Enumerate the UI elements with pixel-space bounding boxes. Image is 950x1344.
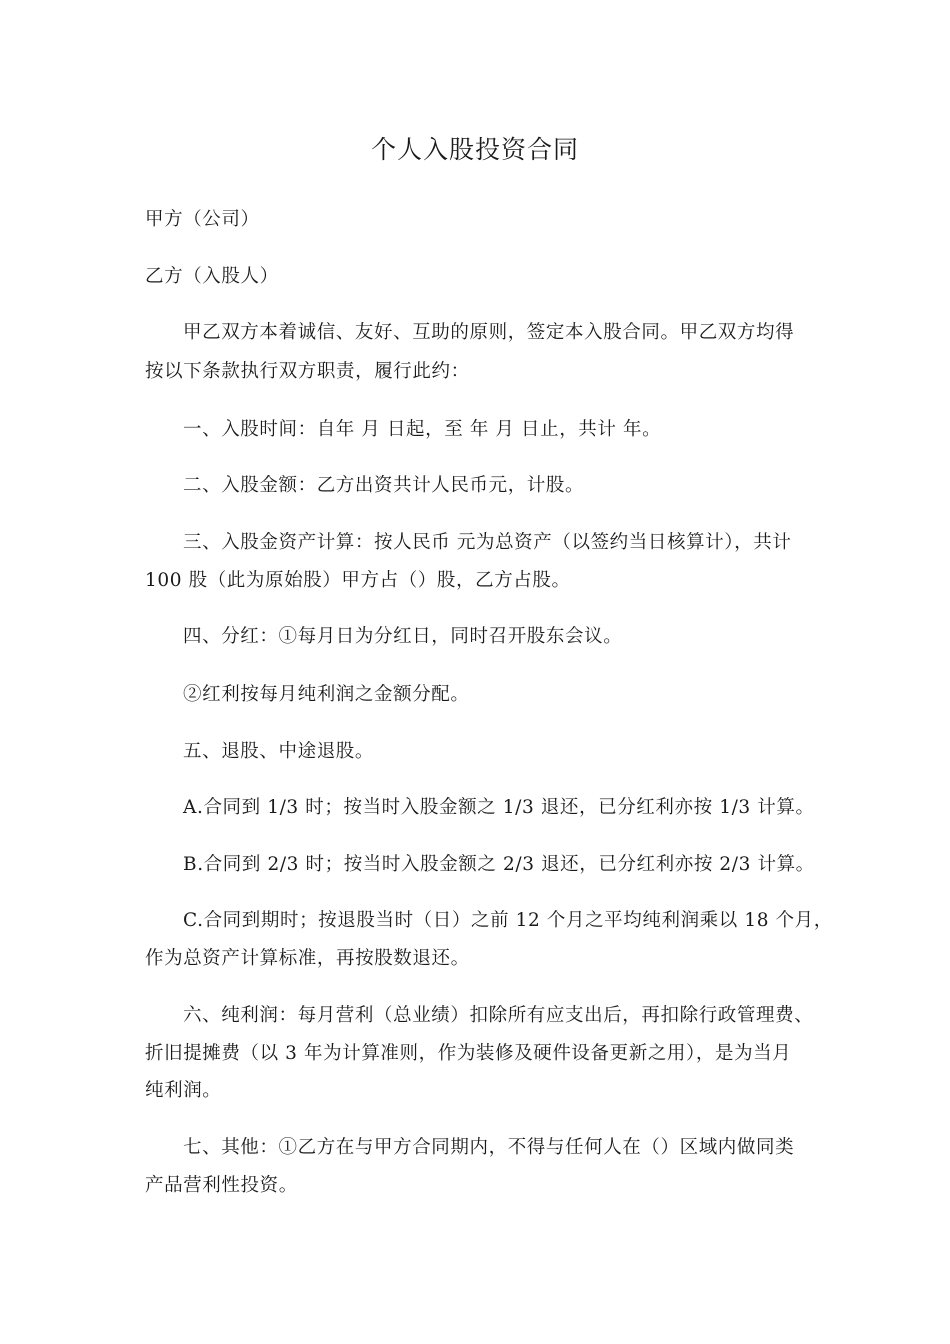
clause-5c-line-2: 作为总资产计算标准，再按股数退还。 bbox=[145, 948, 470, 969]
document-title: 个人入股投资合同 bbox=[370, 135, 579, 164]
clause-6-line-3: 纯利润。 bbox=[145, 1080, 222, 1101]
clause-5b: B.合同到 2/3 时；按当时入股金额之 2/3 退还，已分红利亦按 2/3 计算。 bbox=[183, 854, 815, 875]
clause-6-line-1: 六、纯利润：每月营利（总业绩）扣除所有应支出后，再扣除行政管理费、 bbox=[183, 1005, 814, 1026]
clause-3-line-2: 100 股（此为原始股）甲方占（）股，乙方占股。 bbox=[145, 570, 571, 591]
party-a-label: 甲方（公司） bbox=[145, 209, 260, 230]
clause-4a: 四、分红：①每月日为分红日，同时召开股东会议。 bbox=[183, 626, 623, 647]
clause-6-line-2: 折旧提摊费（以 3 年为计算准则，作为装修及硬件设备更新之用），是为当月 bbox=[145, 1043, 792, 1064]
clause-5: 五、退股、中途退股。 bbox=[183, 741, 375, 762]
clause-7-line-2: 产品营利性投资。 bbox=[145, 1175, 298, 1196]
clause-3-line-1: 三、入股金资产计算：按人民币 元为总资产（以签约当日核算计），共计 bbox=[183, 532, 792, 553]
preamble-line-1: 甲乙双方本着诚信、友好、互助的原则，签定本入股合同。甲乙双方均得 bbox=[183, 322, 795, 343]
clause-1: 一、入股时间：自年 月 日起，至 年 月 日止，共计 年。 bbox=[183, 419, 662, 440]
party-b-label: 乙方（入股人） bbox=[145, 266, 279, 287]
clause-5a: A.合同到 1/3 时；按当时入股金额之 1/3 退还，已分红利亦按 1/3 计算。 bbox=[183, 797, 815, 818]
clause-7-line-1: 七、其他：①乙方在与甲方合同期内，不得与任何人在（）区域内做同类 bbox=[183, 1137, 795, 1158]
clause-5c-line-1: C.合同到期时；按退股当时（日）之前 12 个月之平均纯利润乘以 18 个月， bbox=[183, 910, 833, 931]
preamble-line-2: 按以下条款执行双方职责，履行此约： bbox=[145, 361, 470, 382]
clause-2: 二、入股金额：乙方出资共计人民币元，计股。 bbox=[183, 475, 585, 496]
clause-4b: ②红利按每月纯利润之金额分配。 bbox=[183, 684, 470, 705]
